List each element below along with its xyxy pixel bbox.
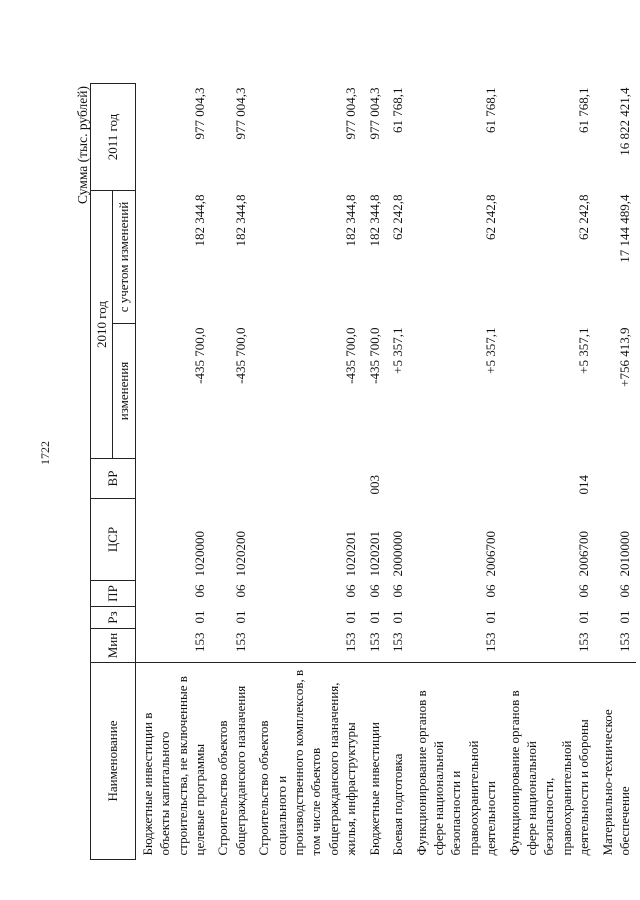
budget-table	[90, 83, 636, 860]
cell-csr: 2006700	[483, 531, 499, 577]
header-vr: ВР	[91, 459, 136, 499]
cell-changes: +756 413,9	[616, 327, 632, 387]
units-note: Сумма (тыс. рублей)	[75, 86, 90, 204]
cell-csr: 1020000	[192, 531, 208, 577]
header-min: Мин	[91, 629, 136, 663]
cell-rz: 01	[192, 610, 208, 624]
table-row	[386, 84, 409, 860]
cell-with-changes: 62 242,8	[576, 194, 592, 240]
table-row	[252, 84, 362, 860]
row-name: Боевая подготовка	[386, 663, 409, 860]
header-csr: ЦСР	[91, 499, 136, 581]
cell-csr: 2010000	[616, 531, 632, 577]
cell-2011: 61 768,1	[483, 87, 499, 133]
cell-changes: -435 700,0	[343, 327, 359, 384]
row-name: Функционирование органов в сфере национальной безопасности, правоохранительной деятельности и обороны	[503, 663, 596, 860]
cell-rz: 01	[390, 610, 406, 624]
row-name: Бюджетные инвестиции в объекты капитального строительства, не включенные в целевые программы	[135, 663, 211, 860]
cell-rz: 01	[232, 610, 248, 624]
table-body	[135, 84, 636, 860]
cell-min: 153	[483, 632, 499, 652]
header-pr: ПР	[91, 581, 136, 607]
row-name: Строительство объектов общегражданского назначения	[211, 663, 252, 860]
cell-changes: +5 357,1	[483, 327, 499, 374]
header-name: Наименование	[91, 663, 136, 860]
cell-with-changes: 182 344,8	[343, 194, 359, 247]
cell-min: 153	[232, 632, 248, 652]
cell-rz: 01	[366, 610, 382, 624]
row-name: Материально-техническое обеспечение	[596, 663, 637, 860]
cell-vr	[135, 459, 211, 499]
cell-min: 153	[192, 632, 208, 652]
cell-rz: 01	[343, 610, 359, 624]
cell-csr: 1020200	[232, 531, 248, 577]
header-changes: изменения	[113, 324, 135, 459]
cell-vr	[386, 459, 409, 499]
cell-changes: -435 700,0	[192, 327, 208, 384]
cell-vr	[596, 459, 637, 499]
cell-pr: 06	[483, 584, 499, 598]
cell-rz: 01	[616, 610, 632, 624]
cell-pr: 06	[232, 584, 248, 598]
cell-vr	[252, 459, 362, 499]
table-row	[135, 84, 211, 860]
cell-rz: 01	[483, 610, 499, 624]
cell-changes: +5 357,1	[390, 327, 406, 374]
table-header	[91, 84, 136, 860]
page-number: 1722	[38, 441, 52, 465]
cell-changes: -435 700,0	[232, 327, 248, 384]
cell-csr: 1020201	[343, 531, 359, 577]
cell-2011: 977 004,3	[232, 87, 248, 140]
cell-2011: 61 768,1	[390, 87, 406, 133]
cell-with-changes: 17 144 489,4	[616, 194, 632, 263]
cell-vr	[410, 459, 503, 499]
cell-changes: -435 700,0	[366, 327, 382, 384]
cell-2011: 16 822 421,4	[616, 87, 632, 156]
cell-pr: 06	[192, 584, 208, 598]
cell-2011: 977 004,3	[192, 87, 208, 140]
cell-with-changes: 182 344,8	[366, 194, 382, 247]
header-year-2011: 2011 год	[91, 84, 136, 191]
cell-pr: 06	[616, 584, 632, 598]
cell-pr: 06	[576, 584, 592, 598]
cell-csr: 1020201	[366, 531, 382, 577]
cell-pr: 06	[366, 584, 382, 598]
cell-min: 153	[390, 632, 406, 652]
cell-2011: 977 004,3	[366, 87, 382, 140]
cell-vr: 003	[366, 475, 382, 495]
cell-csr: 2006700	[576, 531, 592, 577]
header-year-2010: 2010 год	[91, 191, 113, 459]
cell-2011: 61 768,1	[576, 87, 592, 133]
table-row	[596, 84, 637, 860]
header-rz: Рз	[91, 607, 136, 629]
cell-vr	[211, 459, 252, 499]
table-row	[211, 84, 252, 860]
cell-pr: 06	[390, 584, 406, 598]
row-name: Строительство объектов социального и производственного комплексов, в том числе объектов общегражданского назначения, жилья, инфраструктуры	[252, 663, 362, 860]
cell-with-changes: 182 344,8	[192, 194, 208, 247]
cell-min: 153	[616, 632, 632, 652]
row-name: Бюджетные инвестиции	[363, 663, 386, 860]
cell-changes: +5 357,1	[576, 327, 592, 374]
table-row	[503, 84, 596, 860]
cell-with-changes: 62 242,8	[483, 194, 499, 240]
cell-min: 153	[576, 632, 592, 652]
cell-vr: 014	[576, 475, 592, 495]
cell-min: 153	[366, 632, 382, 652]
cell-2011: 977 004,3	[343, 87, 359, 140]
row-name: Функционирование органов в сфере национальной безопасности и правоохранительной деятельности	[410, 663, 503, 860]
table-row	[363, 84, 386, 860]
cell-with-changes: 62 242,8	[390, 194, 406, 240]
cell-rz: 01	[576, 610, 592, 624]
header-with-changes: с учетом изменений	[113, 191, 135, 324]
cell-pr: 06	[343, 584, 359, 598]
cell-with-changes: 182 344,8	[232, 194, 248, 247]
cell-min: 153	[343, 632, 359, 652]
cell-csr: 2000000	[390, 531, 406, 577]
table-row	[410, 84, 503, 860]
